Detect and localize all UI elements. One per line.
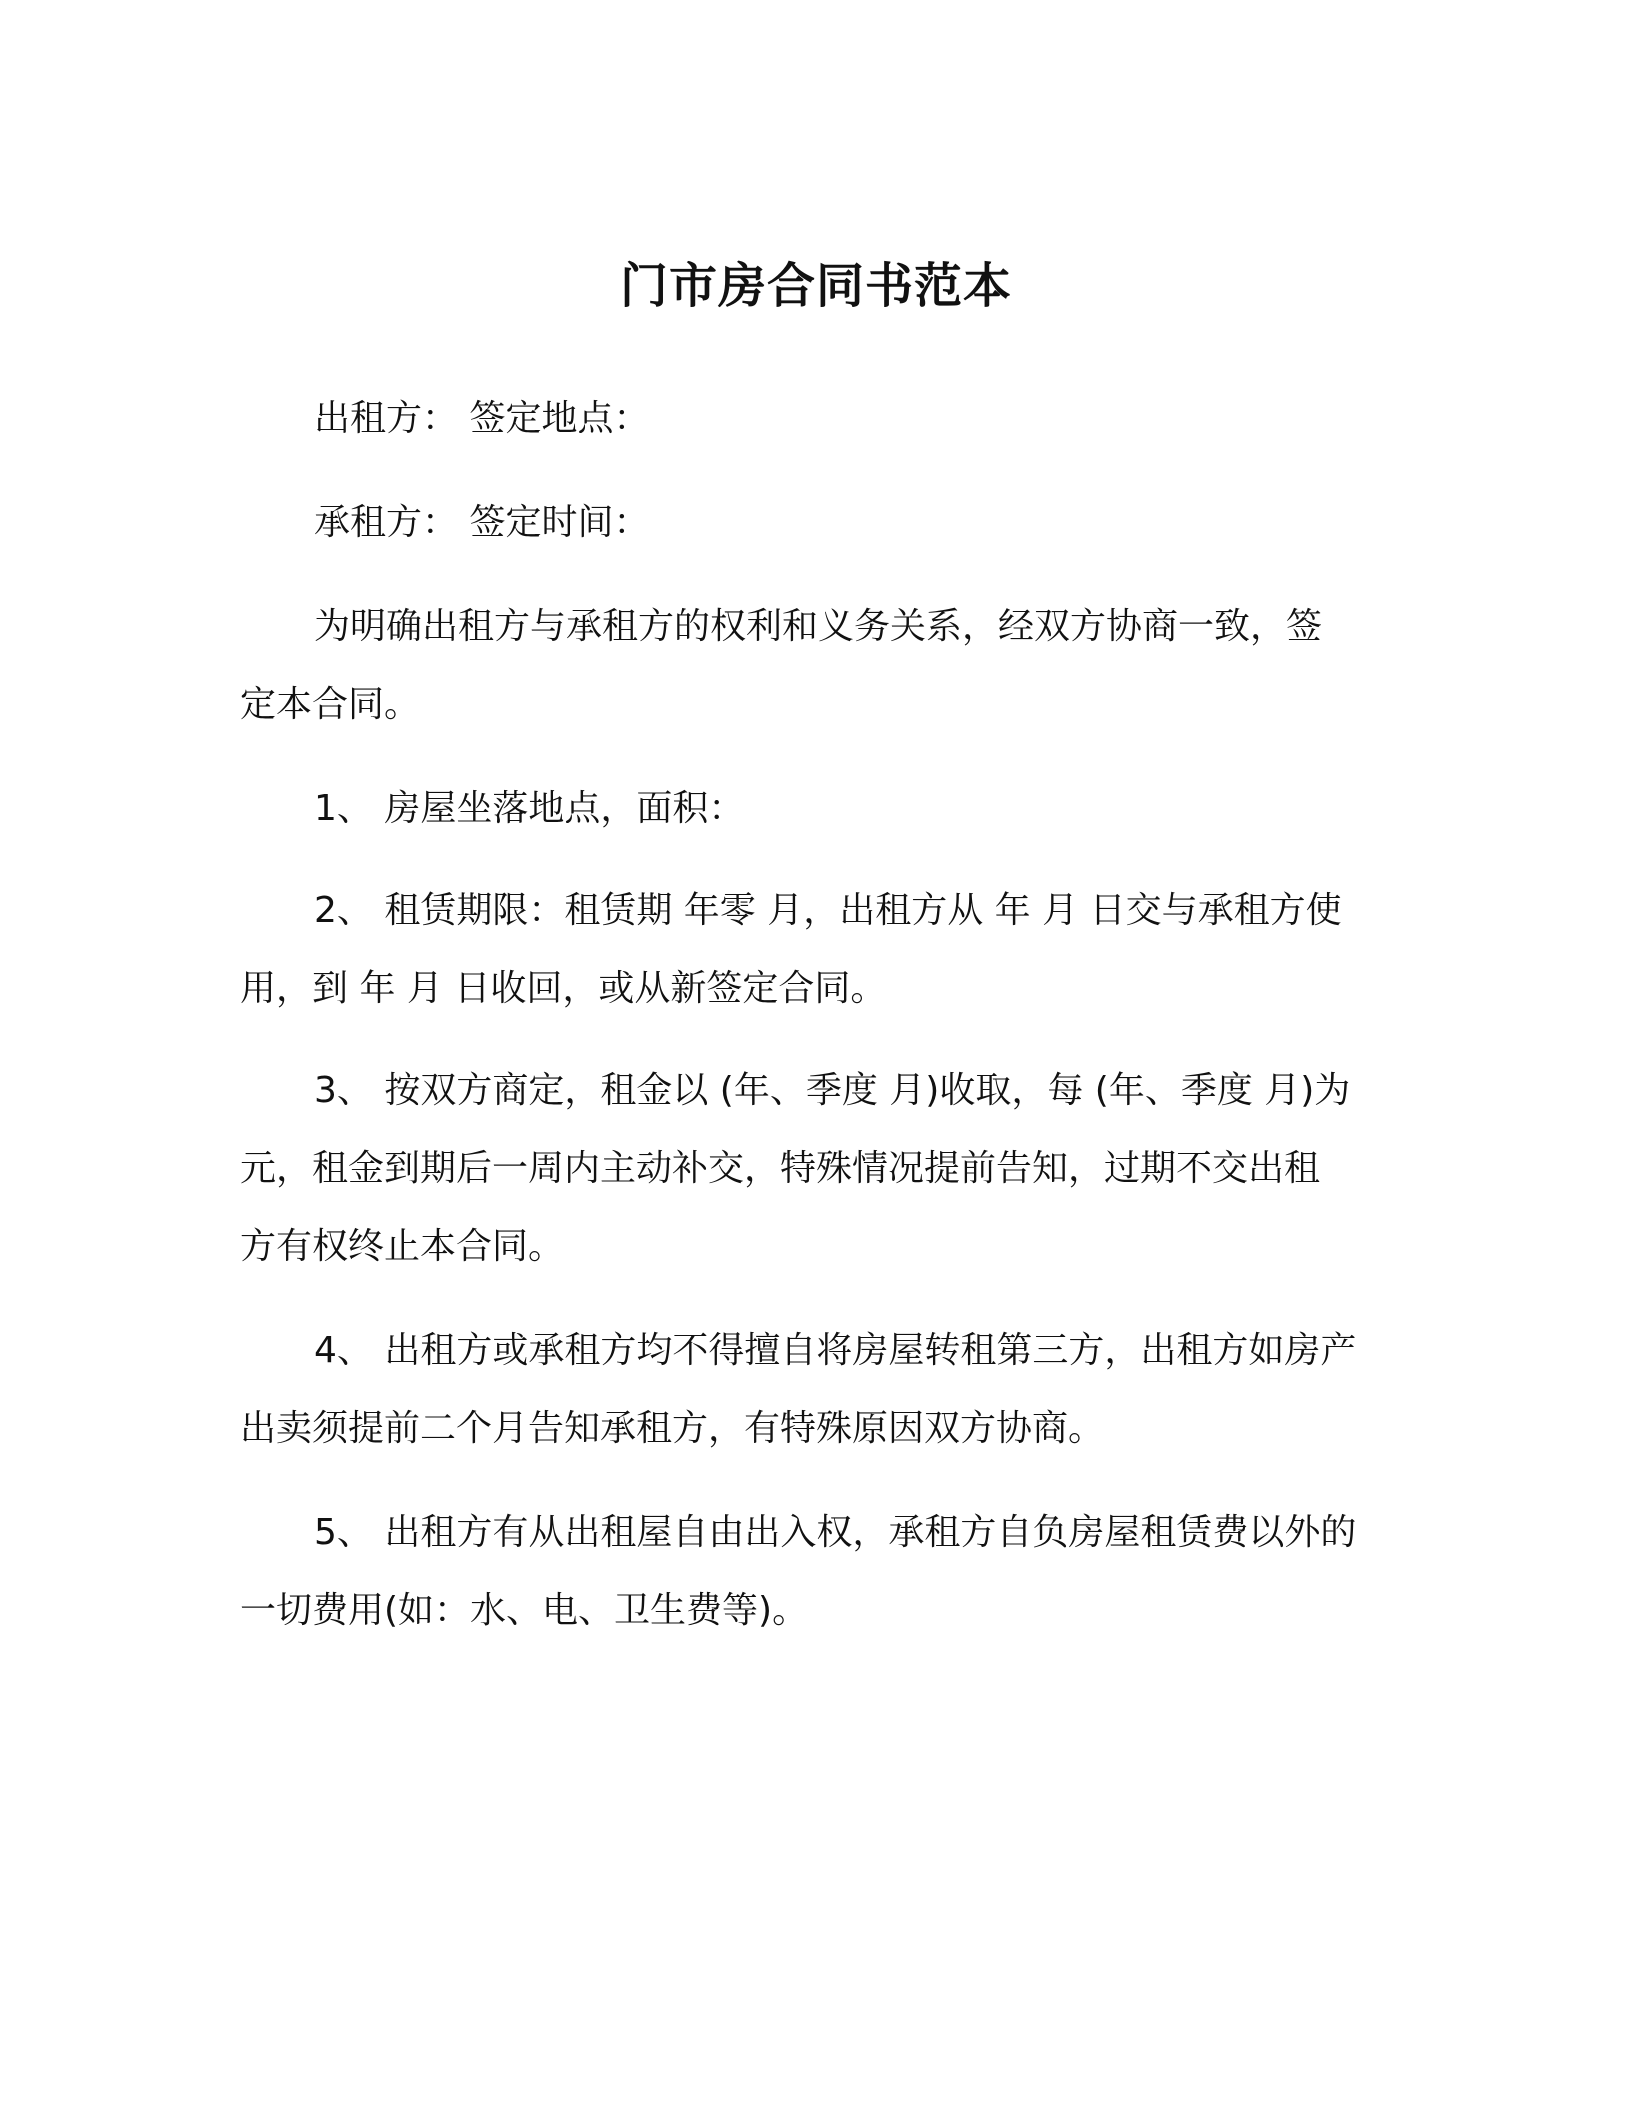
lessor-header-line: [240, 380, 1382, 458]
clause-3-line-2: 元，租金到期后一周内主动补交，特殊情况提前告知，过期不交出租: [240, 1148, 1321, 1189]
clause-3-line-3: 方有权终止本合同。: [240, 1226, 565, 1267]
intro-line-1: 为明确出租方与承租方的权利和义务关系，经双方协商一致，签: [314, 606, 1323, 647]
intro-paragraph: [240, 588, 1382, 744]
lessee-and-signing-time: 承租方： 签定时间：: [314, 502, 650, 543]
lessor-and-signing-place: 出租方： 签定地点：: [314, 398, 650, 439]
clause-2-line-1: 2、 租赁期限：租赁期 年零 月，出租方从 年 月 日交与承租方使: [314, 890, 1342, 931]
intro-line-2: 定本合同。: [240, 684, 421, 725]
clause-1: [240, 770, 1382, 848]
clause-2: [240, 872, 1382, 1028]
clause-4-line-1: 4、 出租方或承租方均不得擅自将房屋转租第三方，出租方如房产: [314, 1330, 1357, 1371]
clause-5-line-1: 5、 出租方有从出租屋自由出入权，承租方自负房屋租赁费以外的: [314, 1512, 1357, 1553]
clause-3: [240, 1052, 1382, 1286]
clause-1-line-1: 1、 房屋坐落地点，面积：: [314, 788, 745, 829]
clause-2-line-2: 用，到 年 月 日收回，或从新签定合同。: [240, 968, 887, 1009]
clause-3-line-1: 3、 按双方商定，租金以 (年、季度 月)收取，每 (年、季度 月)为: [314, 1070, 1351, 1111]
clause-4-line-2: 出卖须提前二个月告知承租方，有特殊原因双方协商。: [240, 1408, 1105, 1449]
document-title: 门市房合同书范本: [619, 258, 1012, 315]
clause-5: [240, 1494, 1382, 1650]
clause-4: [240, 1312, 1382, 1468]
lessee-header-line: [240, 484, 1382, 562]
clause-5-line-2: 一切费用(如：水、电、卫生费等)。: [240, 1590, 809, 1631]
